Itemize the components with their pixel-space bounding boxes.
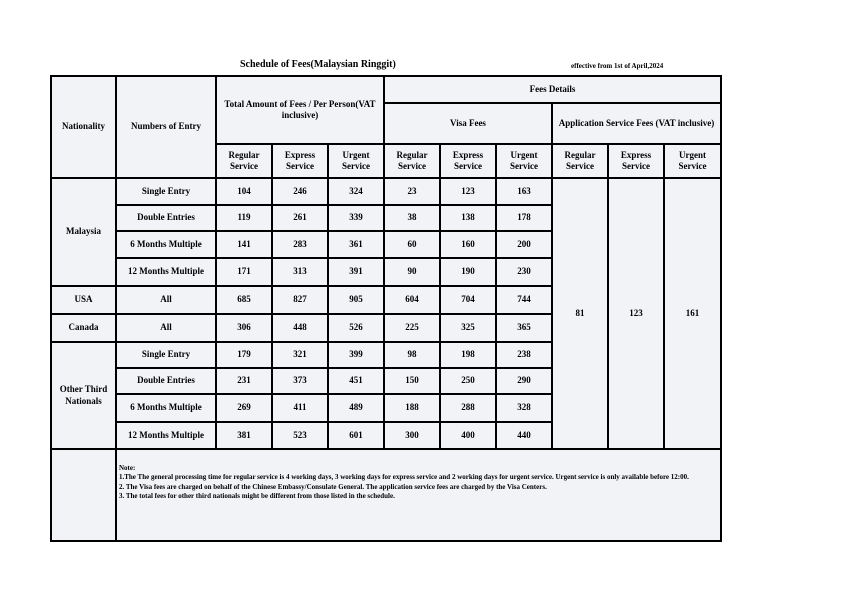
application-fee-cell: 161 bbox=[664, 178, 721, 449]
total-fee-cell: 313 bbox=[272, 258, 328, 286]
visa-fee-cell: 163 bbox=[496, 178, 552, 205]
entry-type-cell: 12 Months Multiple bbox=[116, 258, 216, 286]
visa-fee-cell: 225 bbox=[384, 314, 440, 342]
nationality-cell: USA bbox=[51, 286, 116, 314]
header-service-type: Regular Service bbox=[552, 144, 608, 178]
entry-type-cell: 12 Months Multiple bbox=[116, 422, 216, 449]
entry-type-cell: 6 Months Multiple bbox=[116, 394, 216, 422]
visa-fee-cell: 325 bbox=[440, 314, 496, 342]
nationality-cell: Malaysia bbox=[51, 178, 116, 286]
header-total-fees: Total Amount of Fees / Per Person(VAT inclusive) bbox=[216, 76, 384, 144]
visa-fee-cell: 440 bbox=[496, 422, 552, 449]
header-service-type: Urgent Service bbox=[664, 144, 721, 178]
visa-fee-cell: 60 bbox=[384, 231, 440, 258]
visa-fee-cell: 200 bbox=[496, 231, 552, 258]
entry-type-cell: Double Entries bbox=[116, 205, 216, 231]
header-fees-details: Fees Details bbox=[384, 76, 721, 103]
total-fee-cell: 523 bbox=[272, 422, 328, 449]
visa-fee-cell: 290 bbox=[496, 368, 552, 394]
total-fee-cell: 411 bbox=[272, 394, 328, 422]
total-fee-cell: 324 bbox=[328, 178, 384, 205]
total-fee-cell: 451 bbox=[328, 368, 384, 394]
visa-fee-cell: 704 bbox=[440, 286, 496, 314]
header-service-type: Express Service bbox=[608, 144, 664, 178]
total-fee-cell: 601 bbox=[328, 422, 384, 449]
application-fee-cell: 81 bbox=[552, 178, 608, 449]
entry-type-cell: All bbox=[116, 286, 216, 314]
visa-fee-cell: 178 bbox=[496, 205, 552, 231]
total-fee-cell: 321 bbox=[272, 342, 328, 368]
entry-type-cell: Single Entry bbox=[116, 342, 216, 368]
visa-fee-cell: 190 bbox=[440, 258, 496, 286]
visa-fee-cell: 138 bbox=[440, 205, 496, 231]
header-service-type: Urgent Service bbox=[328, 144, 384, 178]
notes-cell bbox=[116, 449, 721, 541]
total-fee-cell: 141 bbox=[216, 231, 272, 258]
header-service-type: Urgent Service bbox=[496, 144, 552, 178]
note-line: 1.The The general processing time for regular service is 4 working days, 3 working days for express service and 2 working days for urgent service. Urgent service is only available before 12:00. bbox=[119, 473, 689, 482]
total-fee-cell: 261 bbox=[272, 205, 328, 231]
total-fee-cell: 448 bbox=[272, 314, 328, 342]
total-fee-cell: 361 bbox=[328, 231, 384, 258]
total-fee-cell: 246 bbox=[272, 178, 328, 205]
notes-heading: Note: bbox=[119, 464, 136, 472]
visa-fee-cell: 150 bbox=[384, 368, 440, 394]
visa-fee-cell: 365 bbox=[496, 314, 552, 342]
visa-fee-cell: 198 bbox=[440, 342, 496, 368]
effective-date: effective from 1st of April,2024 bbox=[571, 62, 664, 70]
visa-fee-cell: 744 bbox=[496, 286, 552, 314]
entry-type-cell: 6 Months Multiple bbox=[116, 231, 216, 258]
total-fee-cell: 685 bbox=[216, 286, 272, 314]
total-fee-cell: 526 bbox=[328, 314, 384, 342]
header-numbers-of-entry: Numbers of Entry bbox=[116, 76, 216, 178]
total-fee-cell: 104 bbox=[216, 178, 272, 205]
header-nationality: Nationality bbox=[51, 76, 116, 178]
total-fee-cell: 373 bbox=[272, 368, 328, 394]
total-fee-cell: 283 bbox=[272, 231, 328, 258]
total-fee-cell: 269 bbox=[216, 394, 272, 422]
application-fee-cell: 123 bbox=[608, 178, 664, 449]
entry-type-cell: All bbox=[116, 314, 216, 342]
fee-schedule-table bbox=[50, 75, 722, 542]
visa-fee-cell: 90 bbox=[384, 258, 440, 286]
visa-fee-cell: 238 bbox=[496, 342, 552, 368]
header-service-type: Regular Service bbox=[216, 144, 272, 178]
nationality-cell: Other Third Nationals bbox=[51, 342, 116, 449]
visa-fee-cell: 23 bbox=[384, 178, 440, 205]
header-application-service-fees: Application Service Fees (VAT inclusive) bbox=[552, 103, 721, 144]
page-title: Schedule of Fees(Malaysian Ringgit) bbox=[240, 59, 396, 70]
visa-fee-cell: 188 bbox=[384, 394, 440, 422]
note-line: 2. The Visa fees are charged on behalf of the Chinese Embassy/Consulate General. The application service fees are charged by the Visa Centers. bbox=[119, 482, 547, 491]
total-fee-cell: 119 bbox=[216, 205, 272, 231]
visa-fee-cell: 98 bbox=[384, 342, 440, 368]
total-fee-cell: 179 bbox=[216, 342, 272, 368]
visa-fee-cell: 328 bbox=[496, 394, 552, 422]
total-fee-cell: 381 bbox=[216, 422, 272, 449]
visa-fee-cell: 230 bbox=[496, 258, 552, 286]
total-fee-cell: 827 bbox=[272, 286, 328, 314]
header-visa-fees: Visa Fees bbox=[384, 103, 552, 144]
visa-fee-cell: 288 bbox=[440, 394, 496, 422]
entry-type-cell: Double Entries bbox=[116, 368, 216, 394]
visa-fee-cell: 160 bbox=[440, 231, 496, 258]
visa-fee-cell: 604 bbox=[384, 286, 440, 314]
total-fee-cell: 339 bbox=[328, 205, 384, 231]
header-service-type: Regular Service bbox=[384, 144, 440, 178]
visa-fee-cell: 300 bbox=[384, 422, 440, 449]
nationality-cell: Canada bbox=[51, 314, 116, 342]
visa-fee-cell: 400 bbox=[440, 422, 496, 449]
table-row bbox=[51, 178, 721, 205]
notes-blank-cell bbox=[51, 449, 116, 541]
entry-type-cell: Single Entry bbox=[116, 178, 216, 205]
total-fee-cell: 306 bbox=[216, 314, 272, 342]
total-fee-cell: 905 bbox=[328, 286, 384, 314]
header-service-type: Express Service bbox=[440, 144, 496, 178]
total-fee-cell: 399 bbox=[328, 342, 384, 368]
visa-fee-cell: 123 bbox=[440, 178, 496, 205]
total-fee-cell: 489 bbox=[328, 394, 384, 422]
note-line: 3. The total fees for other third nationals might be different from those listed in the schedule. bbox=[119, 492, 395, 501]
visa-fee-cell: 38 bbox=[384, 205, 440, 231]
header-service-type: Express Service bbox=[272, 144, 328, 178]
total-fee-cell: 231 bbox=[216, 368, 272, 394]
visa-fee-cell: 250 bbox=[440, 368, 496, 394]
total-fee-cell: 171 bbox=[216, 258, 272, 286]
total-fee-cell: 391 bbox=[328, 258, 384, 286]
